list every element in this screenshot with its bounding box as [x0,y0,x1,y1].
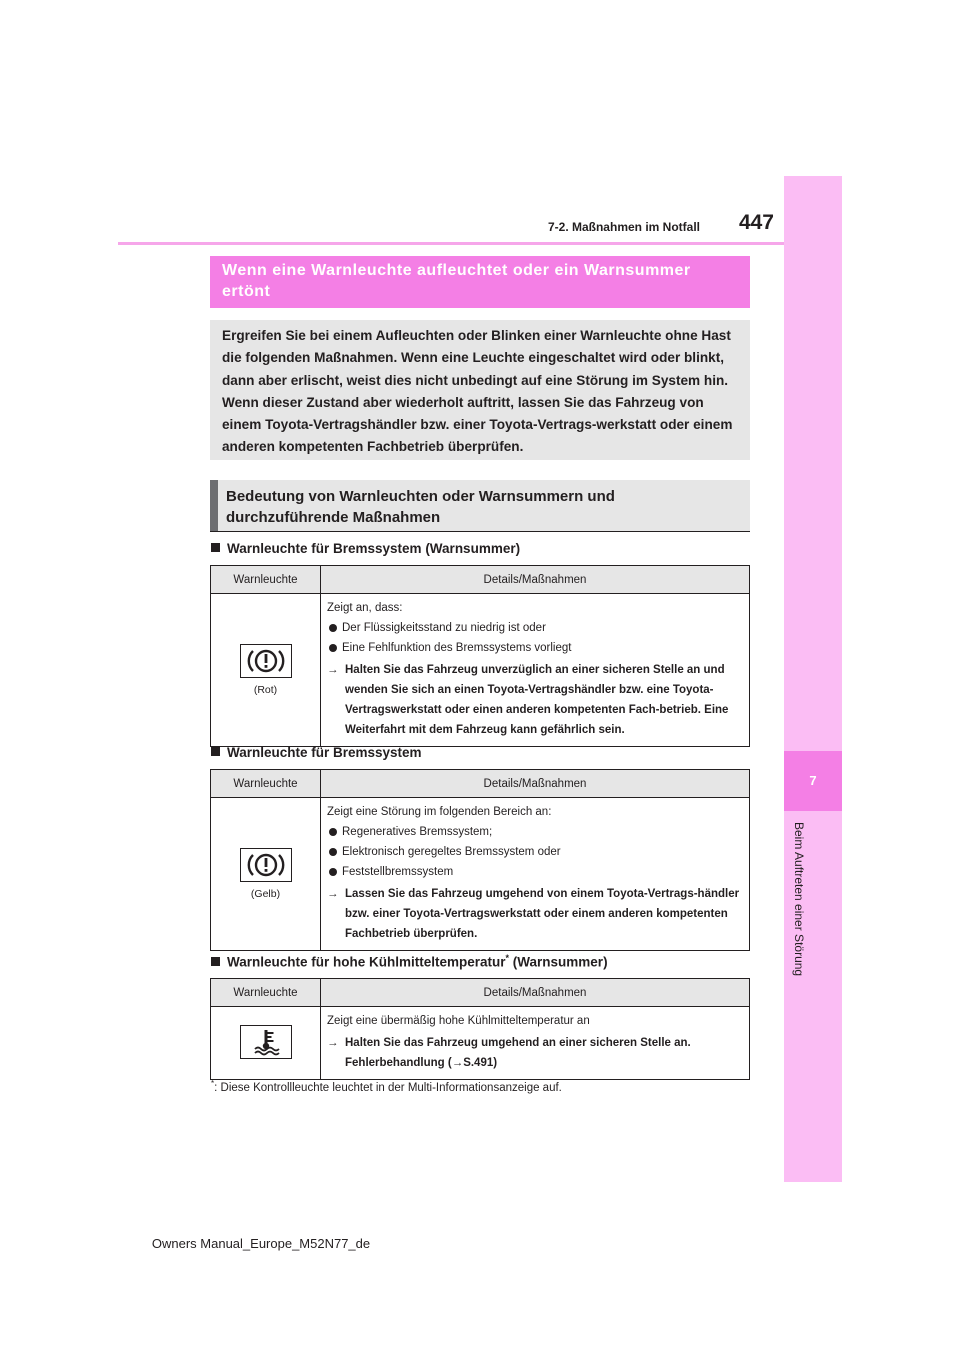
footnote-marker: * [211,1079,215,1088]
square-bullet-icon [211,957,220,966]
page-number: 447 [738,211,774,234]
warning-heading-text: Warnleuchte für Bremssystem [227,745,422,760]
intro-box [210,320,750,460]
icon-cell [211,594,321,747]
warning-heading-brake-red [211,541,520,556]
brake-warning-icon [240,644,292,678]
action-item [327,884,743,944]
warning-table-brake-red [210,565,750,747]
square-bullet-icon [211,543,220,552]
footnote [211,1079,562,1094]
subsection-heading [210,480,750,532]
icon-cell [211,1007,321,1080]
subsection-title: Bedeutung von Warnleuchten oder Warnsummern und durchzuführende Maßnahmen [226,488,615,526]
footnote-marker: * [505,953,510,963]
bullet-item: Elektronisch geregeltes Bremssystem oder [327,842,743,862]
details-intro: Zeigt eine Störung im folgenden Bereich an: [327,806,552,818]
warning-heading-text: Warnleuchte für Bremssystem (Warnsummer) [227,541,521,556]
intro-text: Ergreifen Sie bei einem Aufleuchten oder Blinken einer Warnleuchte ohne Hast die folgenden Maßnahmen. Wenn eine Leuchte eingeschaltet wird oder blinkt, dann aber erlischt, weist dies nicht unbedingt auf eine Störung im System hin. Wenn dieser Zustand aber wiederholt auftritt, lassen Sie das Fahrzeug von einem Toyota-Vertragshändler bzw. einer Toyota-Vertrags-werkstatt oder einem anderen kompetenten Fachbetrieb überprüfen. [222,328,733,455]
action-text: Lassen Sie das Fahrzeug umgehend von einem Toyota-Vertrags-händler bzw. einer Toyota-Vertragswerkstatt oder einem anderen kompetenten Fachbetrieb überprüfen. [345,888,740,940]
icon-cell [211,798,321,951]
table-header-details: Details/Maßnahmen [321,566,750,594]
warning-heading-coolant [211,953,608,970]
footnote-text: : Diese Kontrollleuchte leuchtet in der Multi-Informationsanzeige auf. [214,1081,562,1094]
coolant-temperature-icon [240,1025,292,1059]
arrow-icon: → [327,888,339,900]
details-cell [321,594,750,747]
bullet-item: Der Flüssigkeitsstand zu niedrig ist oder [327,618,743,638]
table-header-light: Warnleuchte [211,566,321,594]
light-color-label: (Rot) [253,684,278,696]
section-banner [210,256,750,308]
warning-heading-text: Warnleuchte für hohe Kühlmitteltemperatur [227,954,506,970]
arrow-icon: → [327,664,339,676]
details-cell [321,798,750,951]
section-label: 7-2. Maßnahmen im Notfall [547,220,700,234]
brake-warning-icon [240,848,292,882]
action-item [327,1033,743,1073]
banner-title: Wenn eine Warnleuchte aufleuchtet oder ein Warnsummer ertönt [222,262,691,300]
table-header-light: Warnleuchte [211,979,321,1007]
table-header-details: Details/Maßnahmen [321,979,750,1007]
details-intro: Zeigt an, dass: [327,602,403,614]
table-header-light: Warnleuchte [211,770,321,798]
details-cell [321,1007,750,1080]
action-item [327,660,743,740]
warning-table-coolant [210,978,750,1080]
chapter-side-tab [784,176,842,1182]
chapter-number: 7 [784,751,842,811]
bullet-item: Regeneratives Bremssystem; [327,822,743,842]
table-header-details: Details/Maßnahmen [321,770,750,798]
warning-heading-brake-yellow [211,745,422,760]
bullet-item: Feststellbremssystem [327,862,743,882]
warning-table-brake-yellow [210,769,750,951]
footer-document-id: Owners Manual_Europe_M52N77_de [151,1236,371,1251]
warning-heading-suffix: (Warnsummer) [509,954,608,970]
arrow-icon: → [327,1037,339,1049]
square-bullet-icon [211,747,220,756]
details-intro: Zeigt eine übermäßig hohe Kühlmitteltemperatur an [327,1015,590,1027]
action-text: Halten Sie das Fahrzeug umgehend an einer sicheren Stelle an. Fehlerbehandlung (→S.491) [345,1037,691,1069]
bullet-item: Eine Fehlfunktion des Bremssystems vorliegt [327,638,743,658]
light-color-label: (Gelb) [250,888,281,900]
chapter-title: Beim Auftreten einer Störung [792,822,806,977]
action-text: Halten Sie das Fahrzeug unverzüglich an einer sicheren Stelle an und wenden Sie sich an einen Toyota-Vertragshändler bzw. eine Toyota-Vertragswerkstatt oder einen anderen kompetenten Fach-betrieb. Eine Weiterfahrt mit dem Fahrzeug kann gefährlich sein. [345,664,729,736]
header-divider [118,242,784,245]
